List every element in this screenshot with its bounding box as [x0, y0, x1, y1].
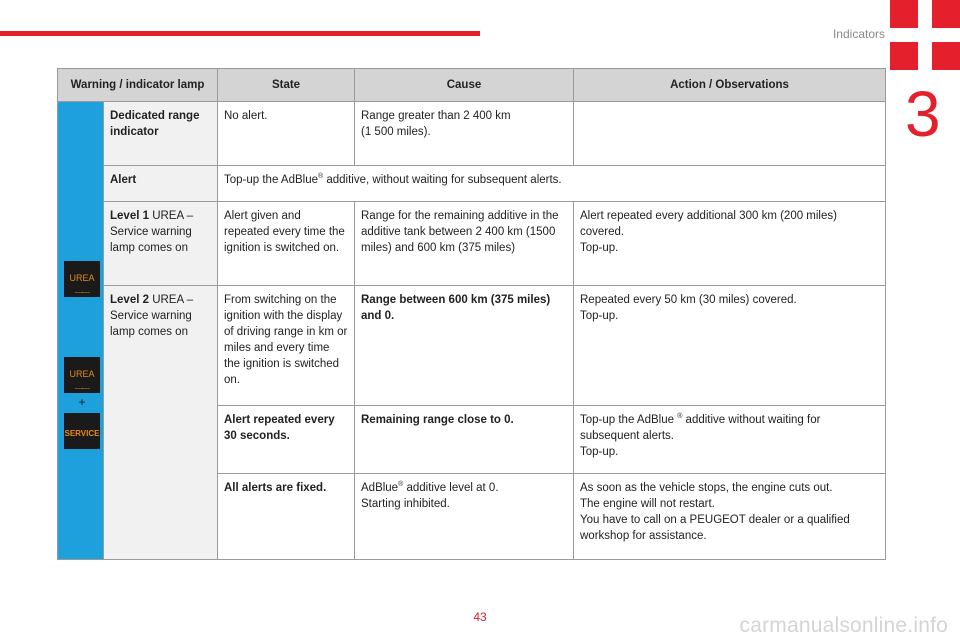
plus-sign: +: [78, 395, 86, 409]
observation-cell: [355, 102, 574, 166]
text-line: Top-up.: [580, 242, 619, 254]
text-line: You have to call on a PEUGEOT dealer or a qualified workshop for assistance.: [580, 514, 850, 542]
cause-cell: All alerts are fixed.: [218, 474, 355, 560]
state-cell: [104, 202, 218, 286]
urea-label: UREA: [69, 369, 95, 379]
level-label: Level 2: [110, 294, 149, 306]
row-alert: [58, 166, 886, 202]
text-fragment: additive, without waiting for subsequent alerts.: [323, 174, 562, 186]
text-line: The engine will not restart.: [580, 498, 715, 510]
registered-mark: ®: [398, 481, 404, 489]
indicator-table: [57, 68, 886, 560]
state-text: UREA – Service warning lamp comes on: [110, 210, 194, 254]
action-cell: [574, 202, 886, 286]
action-cell: [574, 406, 886, 474]
text-fragment: additive without waiting for subsequent alerts.: [580, 414, 821, 442]
table-header-row: [58, 69, 886, 102]
lamp-column: [58, 102, 104, 560]
observation-cell: Range between 600 km (375 miles) and 0.: [355, 286, 574, 406]
text-line: Top-up.: [580, 446, 619, 458]
header-state: State: [218, 69, 355, 102]
service-warning-icon: SERVICE: [64, 413, 100, 449]
alert-text-cell: [218, 166, 886, 202]
watermark: carmanualsonline.info: [739, 614, 948, 637]
text-fragment: AdBlue: [361, 482, 399, 494]
urea-warning-icon: UREA ﹏﹏: [64, 357, 100, 393]
level-label: Level 1: [110, 210, 149, 222]
text-line: Starting inhibited.: [361, 498, 450, 510]
header-cause: Cause: [355, 69, 574, 102]
state-cell: Dedicated range indicator: [104, 102, 218, 166]
row-level2: [58, 286, 886, 406]
observation-cell: Range for the remaining additive in the additive tank between 2 400 km (1500 miles) and 600 km (375 miles): [355, 202, 574, 286]
text-line: Top-up.: [580, 310, 619, 322]
action-cell: [574, 286, 886, 406]
text-line: Repeated every 50 km (30 miles) covered.: [580, 294, 797, 306]
text-fragment: Top-up the AdBlue: [224, 174, 318, 186]
header-lamp: Warning / indicator lamp: [58, 69, 218, 102]
registered-mark: ®: [677, 413, 683, 421]
urea-warning-icon: UREA ﹏﹏: [64, 261, 100, 297]
cause-cell: Alert repeated every 30 seconds.: [218, 406, 355, 474]
page-number: 43: [473, 610, 487, 624]
row-level1: [58, 202, 886, 286]
action-cell: [574, 474, 886, 560]
header-accent-bar: [0, 31, 480, 36]
text-fragment: additive level at 0.: [403, 482, 499, 494]
chapter-tab-icon: [890, 0, 960, 70]
action-cell: [574, 102, 886, 166]
cause-cell: No alert.: [218, 102, 355, 166]
text-line: Range greater than 2 400 km: [361, 110, 511, 122]
observation-cell: Remaining range close to 0.: [355, 406, 574, 474]
registered-mark: ®: [318, 173, 324, 181]
state-text: UREA – Service warning lamp comes on: [110, 294, 194, 338]
header-action: Action / Observations: [574, 69, 886, 102]
text-line: Alert repeated every additional 300 km (200 miles) covered.: [580, 210, 837, 238]
text-fragment: Top-up the AdBlue: [580, 414, 678, 426]
text-line: (1 500 miles).: [361, 126, 431, 138]
observation-cell: [355, 474, 574, 560]
state-cell: [104, 286, 218, 560]
cause-cell: Alert given and repeated every time the ignition is switched on.: [218, 202, 355, 286]
urea-label: UREA: [69, 273, 95, 283]
cause-cell: From switching on the ignition with the display of driving range in km or miles and every time the ignition is switched on.: [218, 286, 355, 406]
state-cell: Alert: [104, 166, 218, 202]
row-dedicated: [58, 102, 886, 166]
section-title: Indicators: [832, 27, 885, 41]
text-line: As soon as the vehicle stops, the engine cuts out.: [580, 482, 833, 494]
chapter-number: 3: [905, 78, 941, 150]
